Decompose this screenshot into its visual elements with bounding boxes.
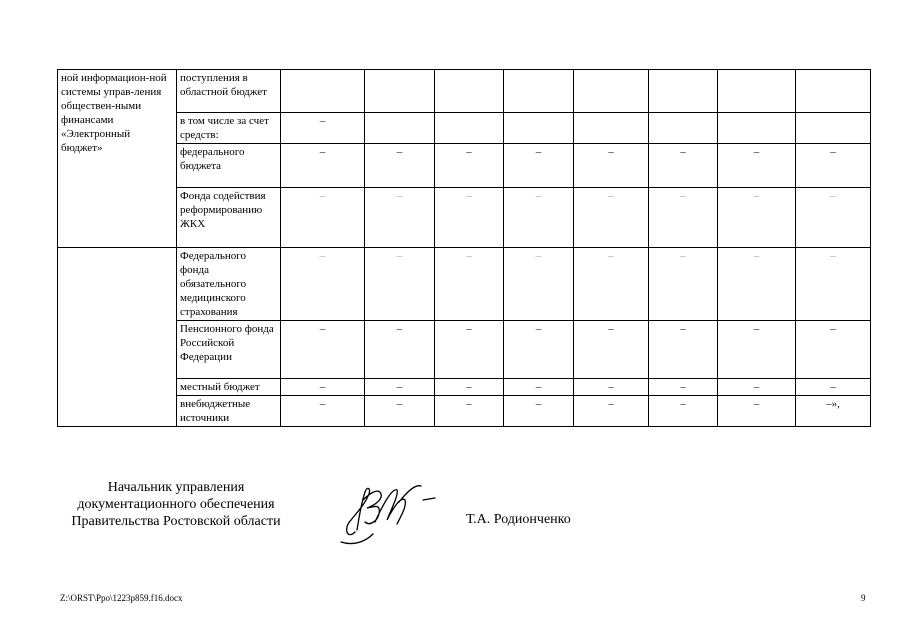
item-name-cell: ной информацион-ной системы управ-ления обществен-ными финансами «Электронный бюджет» bbox=[58, 70, 177, 248]
funding-source-label: местный бюджет bbox=[177, 379, 281, 396]
value-cell: – bbox=[649, 396, 718, 427]
value-cell bbox=[435, 70, 504, 113]
handwritten-signature bbox=[335, 470, 445, 550]
value-cell: – bbox=[649, 188, 718, 248]
value-cell: – bbox=[718, 248, 796, 321]
value-cell: –», bbox=[796, 396, 871, 427]
funding-source-label: Пенсионного фонда Российской Федерации bbox=[177, 321, 281, 379]
value-cell: – bbox=[435, 248, 504, 321]
value-cell bbox=[504, 70, 574, 113]
value-cell bbox=[574, 70, 649, 113]
value-cell: – bbox=[435, 144, 504, 188]
budget-table bbox=[57, 69, 871, 427]
value-cell: – bbox=[796, 188, 871, 248]
value-cell: – bbox=[796, 379, 871, 396]
funding-source-label: в том числе за счет средств: bbox=[177, 113, 281, 144]
table-row bbox=[58, 70, 871, 113]
value-cell bbox=[504, 113, 574, 144]
value-cell: – bbox=[504, 144, 574, 188]
value-cell: – bbox=[365, 248, 435, 321]
file-path: Z:\ORST\Ppo\1223p859.f16.docx bbox=[60, 593, 183, 603]
table-row bbox=[58, 113, 871, 144]
value-cell bbox=[574, 113, 649, 144]
signatory-position bbox=[62, 479, 290, 530]
value-cell: – bbox=[574, 248, 649, 321]
value-cell: – bbox=[281, 113, 365, 144]
value-cell: – bbox=[504, 248, 574, 321]
value-cell bbox=[718, 113, 796, 144]
value-cell: – bbox=[649, 379, 718, 396]
table-row bbox=[58, 379, 871, 396]
value-cell: – bbox=[718, 321, 796, 379]
value-cell bbox=[796, 70, 871, 113]
item-name-cell bbox=[58, 248, 177, 427]
value-cell: – bbox=[796, 248, 871, 321]
value-cell: – bbox=[435, 188, 504, 248]
value-cell: – bbox=[574, 321, 649, 379]
position-line: документационного обеспечения bbox=[77, 497, 275, 512]
value-cell: – bbox=[365, 379, 435, 396]
value-cell: – bbox=[796, 144, 871, 188]
value-cell: – bbox=[435, 379, 504, 396]
value-cell: – bbox=[365, 396, 435, 427]
value-cell: – bbox=[649, 248, 718, 321]
value-cell: – bbox=[574, 396, 649, 427]
table-row bbox=[58, 321, 871, 379]
value-cell: – bbox=[504, 321, 574, 379]
value-cell: – bbox=[574, 188, 649, 248]
value-cell: – bbox=[365, 188, 435, 248]
funding-source-label: Федерального фонда обязательного медицинского страхования bbox=[177, 248, 281, 321]
value-cell: – bbox=[796, 321, 871, 379]
value-cell: – bbox=[281, 248, 365, 321]
value-cell bbox=[718, 70, 796, 113]
funding-source-label: федерального бюджета bbox=[177, 144, 281, 188]
value-cell: – bbox=[365, 144, 435, 188]
value-cell: – bbox=[649, 321, 718, 379]
table-row bbox=[58, 144, 871, 188]
funding-source-label: поступления в областной бюджет bbox=[177, 70, 281, 113]
value-cell: – bbox=[718, 396, 796, 427]
value-cell bbox=[649, 70, 718, 113]
value-cell: – bbox=[649, 144, 718, 188]
value-cell: – bbox=[435, 396, 504, 427]
table-row bbox=[58, 188, 871, 248]
signatory-name: Т.А. Родионченко bbox=[466, 512, 571, 527]
funding-source-label: Фонда содействия реформированию ЖКХ bbox=[177, 188, 281, 248]
value-cell: – bbox=[718, 144, 796, 188]
page-number: 9 bbox=[861, 593, 866, 603]
value-cell bbox=[435, 113, 504, 144]
table-row bbox=[58, 248, 871, 321]
value-cell: – bbox=[504, 396, 574, 427]
value-cell: – bbox=[574, 144, 649, 188]
value-cell: – bbox=[365, 321, 435, 379]
value-cell: – bbox=[718, 379, 796, 396]
position-line: Начальник управления bbox=[107, 480, 245, 495]
value-cell: – bbox=[435, 321, 504, 379]
value-cell bbox=[365, 70, 435, 113]
funding-source-label: внебюджетные источники bbox=[177, 396, 281, 427]
value-cell: – bbox=[504, 379, 574, 396]
value-cell: – bbox=[504, 188, 574, 248]
value-cell: – bbox=[718, 188, 796, 248]
value-cell bbox=[796, 113, 871, 144]
value-cell bbox=[281, 70, 365, 113]
value-cell: – bbox=[281, 379, 365, 396]
position-line: Правительства Ростовской области bbox=[71, 514, 281, 529]
value-cell: – bbox=[281, 144, 365, 188]
value-cell: – bbox=[574, 379, 649, 396]
value-cell bbox=[365, 113, 435, 144]
table-row bbox=[58, 396, 871, 427]
value-cell bbox=[649, 113, 718, 144]
value-cell: – bbox=[281, 321, 365, 379]
value-cell: – bbox=[281, 396, 365, 427]
value-cell: – bbox=[281, 188, 365, 248]
